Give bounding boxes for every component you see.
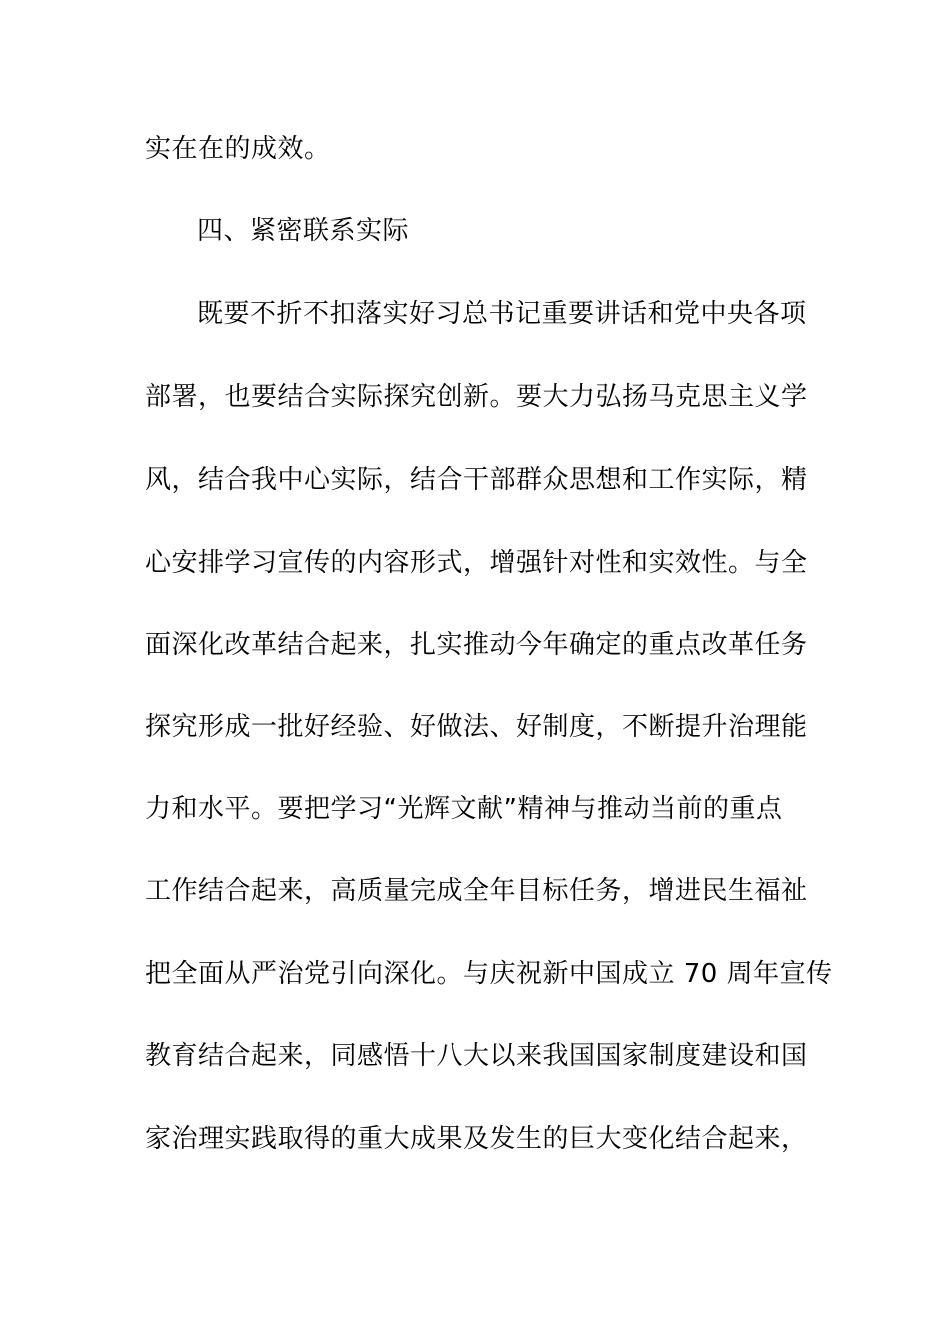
text-line: 工作结合起来，高质量完成全年目标任务，增进民生福祉: [145, 876, 808, 906]
text-line: 家治理实践取得的重大成果及发生的巨大变化结合起来，: [145, 1124, 808, 1154]
text-line: 部署，也要结合实际探究创新。要大力弘扬马克思主义学: [145, 382, 808, 412]
text-line: 力和水平。要把学习“光辉文献”精神与推动当前的重点: [145, 794, 783, 824]
text-line: 实在在的成效。: [145, 134, 331, 164]
text-line: 把全面从严治党引向深化。与庆祝新中国成立 70 周年宣传: [145, 959, 833, 989]
text-line: 既要不折不扣落实好习总书记重要讲话和党中央各项: [197, 299, 807, 329]
text-line: 面深化改革结合起来，扎实推动今年确定的重点改革任务: [145, 630, 808, 660]
text-line: 风，结合我中心实际，结合干部群众思想和工作实际，精: [145, 465, 808, 495]
text-line: 教育结合起来，同感悟十八大以来我国国家制度建设和国: [145, 1041, 808, 1071]
section-heading: 四、紧密联系实际: [197, 216, 410, 246]
text-line: 探究形成一批好经验、好做法、好制度，不断提升治理能: [145, 712, 808, 742]
text-line: 心安排学习宣传的内容形式，增强针对性和实效性。与全: [145, 548, 808, 578]
